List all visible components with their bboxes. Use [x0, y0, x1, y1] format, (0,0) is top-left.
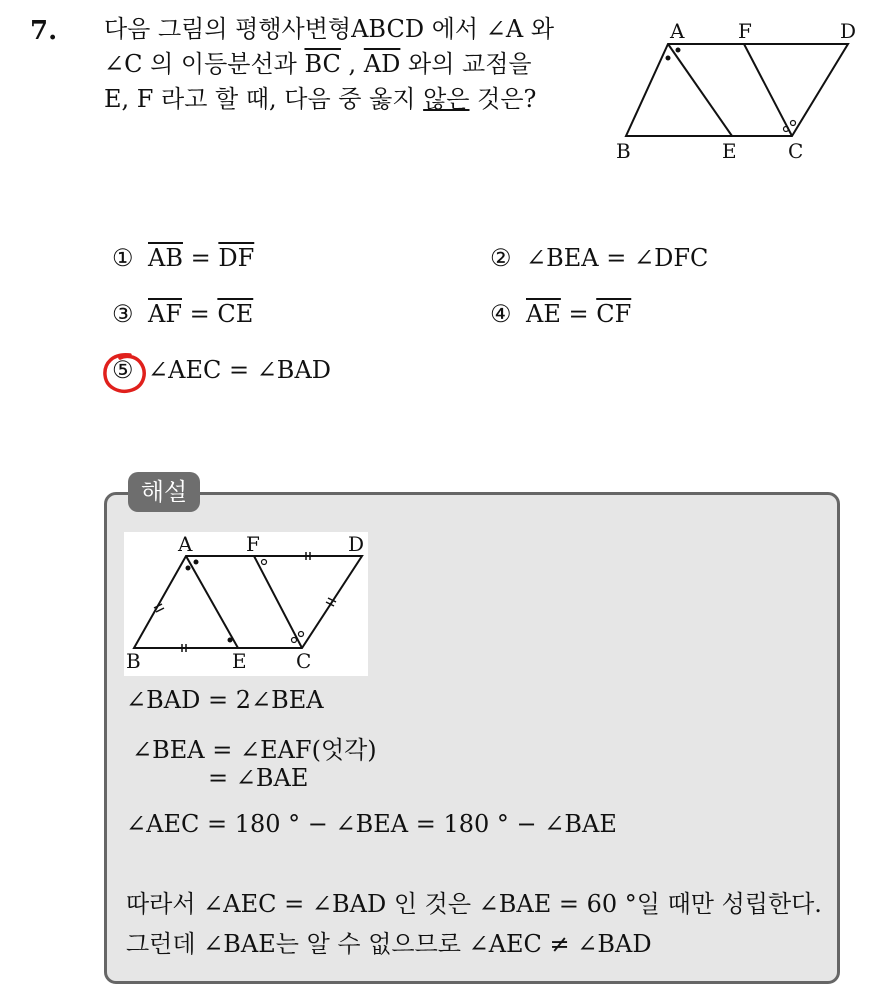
question-line-1: 다음 그림의 평행사변형ABCD 에서 ∠A 와 [104, 15, 554, 43]
choice-number: ⑤ [112, 356, 134, 384]
label-e: E [232, 649, 247, 673]
choice-lhs: $\overline{AF}$ [148, 300, 182, 328]
label-f: F [246, 532, 260, 556]
angle-dot [194, 560, 199, 565]
q-text-seg: , [340, 50, 364, 78]
choice-rhs: $\overline{CF}$ [596, 300, 632, 328]
label-c: C [296, 649, 312, 673]
bisector-ae [668, 44, 732, 136]
question-line-3 [104, 82, 594, 117]
question-text [104, 12, 594, 117]
label-b: B [616, 139, 631, 163]
solution-line-6: 그런데 ∠BAE는 알 수 없으므로 ∠AEC ≠ ∠BAD [126, 930, 652, 958]
choice-3[interactable] [112, 300, 253, 328]
solution-line-3: = ∠BAE [208, 764, 309, 792]
choice-2[interactable] [490, 244, 708, 272]
solution-line-2: ∠BEA = ∠EAF(엇각) [132, 736, 377, 764]
choice-number: ① [112, 244, 134, 272]
label-d: D [840, 19, 857, 43]
angle-dot [186, 566, 191, 571]
choice-4[interactable] [490, 300, 631, 328]
solution-tag: 해설 [128, 472, 200, 512]
q-text-seg: ∠C 의 이등분선과 [104, 50, 305, 78]
solution-line-4: ∠AEC = 180 ° − ∠BEA = 180 ° − ∠BAE [126, 810, 617, 838]
choice-lhs: $\overline{AE}$ [526, 300, 561, 328]
choice-number: ② [490, 244, 512, 272]
choice-op: = [181, 300, 218, 328]
label-d: D [348, 532, 365, 556]
segment-ad: $\overline{AD}$ [363, 50, 401, 78]
choice-rhs: $\overline{CE}$ [217, 300, 254, 328]
choice-op: = [182, 244, 219, 272]
angle-dot [228, 638, 233, 643]
answer-circle-stroke [105, 355, 144, 391]
label-a: A [178, 532, 193, 556]
question-number: 7. [30, 16, 58, 46]
choice-rhs: $\overline{DF}$ [218, 244, 255, 272]
label-b: B [126, 649, 141, 673]
question-line-2 [104, 47, 594, 82]
choice-op: = [560, 300, 597, 328]
parallelogram-outline [626, 44, 848, 136]
parallelogram-figure [612, 18, 862, 163]
choice-text: ∠AEC = ∠BAD [148, 356, 332, 384]
answer-circle-mark [100, 350, 152, 398]
q-text-seg: 와의 교점을 [400, 50, 532, 78]
label-e: E [722, 139, 737, 163]
segment-bc: $\overline{BC}$ [304, 50, 341, 78]
choice-text: ∠BEA = ∠DFC [526, 244, 709, 272]
solution-figure [124, 532, 368, 676]
label-f: F [738, 19, 752, 43]
choice-number: ③ [112, 300, 134, 328]
bisector-cf [744, 44, 792, 136]
choice-number: ④ [490, 300, 512, 328]
underlined-word: 않은 [423, 85, 470, 113]
label-c: C [788, 139, 804, 163]
angle-circle [791, 121, 796, 126]
angle-dot [666, 56, 671, 61]
choice-lhs: $\overline{AB}$ [148, 244, 183, 272]
angle-dot [676, 48, 681, 53]
label-a: A [670, 19, 685, 43]
solution-line-5: 따라서 ∠AEC = ∠BAD 인 것은 ∠BAE = 60 °일 때만 성립한다. [126, 890, 822, 918]
q-text-seg: 것은? [469, 85, 537, 113]
choice-1[interactable] [112, 244, 254, 272]
solution-line-1: ∠BAD = 2∠BEA [126, 686, 324, 714]
q-text-seg: E, F 라고 할 때, 다음 중 옳지 [104, 85, 424, 113]
